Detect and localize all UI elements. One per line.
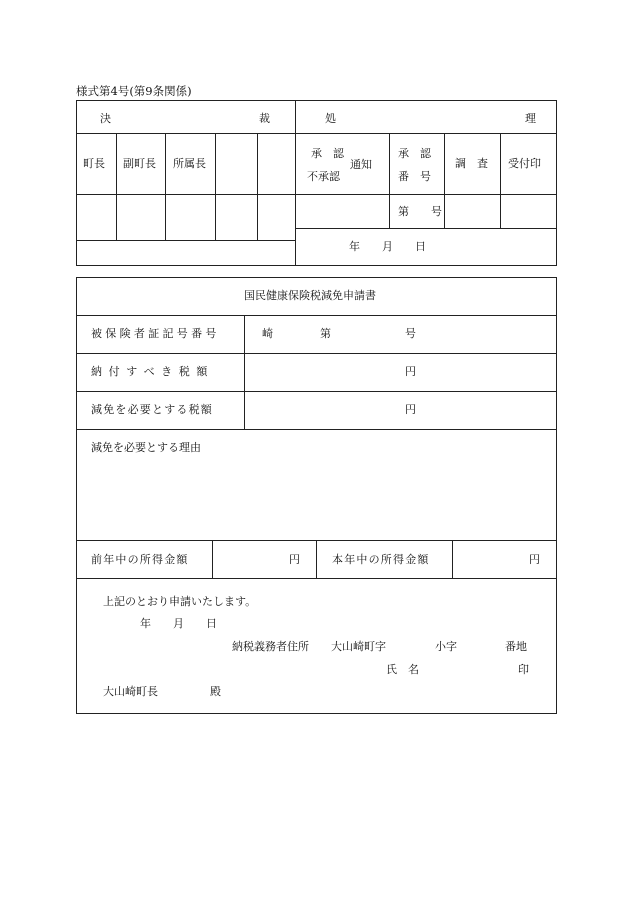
reason-field[interactable] [80, 458, 552, 536]
dept-head-header: 所属長 [173, 157, 206, 170]
insured-id-prefix[interactable]: 崎 [262, 327, 273, 340]
curr-income-unit: 円 [529, 553, 540, 566]
decision-label-2: 裁 [259, 112, 270, 125]
decision-label-1: 決 [100, 112, 111, 125]
number-field-label: 第 号 [398, 205, 442, 218]
insured-id-dai: 第 [320, 327, 331, 340]
address-label: 納税義務者住所 [232, 640, 309, 653]
approval-divider [295, 100, 296, 266]
approval-date-label: 年 月 日 [349, 240, 426, 253]
name-label: 氏 名 [386, 663, 419, 676]
town-mayor-header: 町長 [83, 157, 105, 170]
address-banchi: 番地 [505, 640, 527, 653]
insured-id-go: 号 [405, 327, 416, 340]
honorific: 殿 [210, 685, 221, 698]
addressee: 大山崎町長 [103, 685, 158, 698]
application-date: 年 月 日 [140, 617, 217, 630]
curr-income-label: 本年中の所得金額 [332, 553, 430, 566]
address-koaza: 小字 [435, 640, 457, 653]
approval-frame [76, 100, 557, 266]
reduction-amount-label: 減免を必要とする税額 [91, 403, 213, 416]
approval-number-header-top: 承 認 [398, 147, 431, 160]
insured-id-label: 被保険者証記号番号 [91, 327, 220, 340]
tax-due-label: 納付すべき税額 [91, 365, 214, 378]
reception-stamp-header: 受付印 [508, 157, 541, 170]
prev-income-unit: 円 [289, 553, 300, 566]
prev-income-label: 前年中の所得金額 [91, 553, 189, 566]
reason-label: 減免を必要とする理由 [91, 441, 201, 454]
seal-mark: 印 [518, 663, 529, 676]
address-town: 大山崎町字 [331, 640, 386, 653]
notify-label: 通知 [350, 158, 372, 171]
disapprove-label: 不承認 [307, 170, 340, 183]
application-title: 国民健康保険税減免申請書 [244, 289, 376, 302]
process-label-1: 処 [325, 112, 336, 125]
statement-text: 上記のとおり申請いたします。 [103, 595, 257, 608]
investigation-header: 調 査 [455, 157, 488, 170]
approval-number-header-bottom: 番 号 [398, 170, 431, 183]
form-number: 様式第4号(第9条関係) [76, 84, 192, 98]
tax-due-unit: 円 [405, 365, 416, 378]
reduction-amount-unit: 円 [405, 403, 416, 416]
process-label-2: 理 [525, 112, 536, 125]
deputy-mayor-header: 副町長 [123, 157, 156, 170]
approve-label: 承 認 [311, 147, 344, 160]
